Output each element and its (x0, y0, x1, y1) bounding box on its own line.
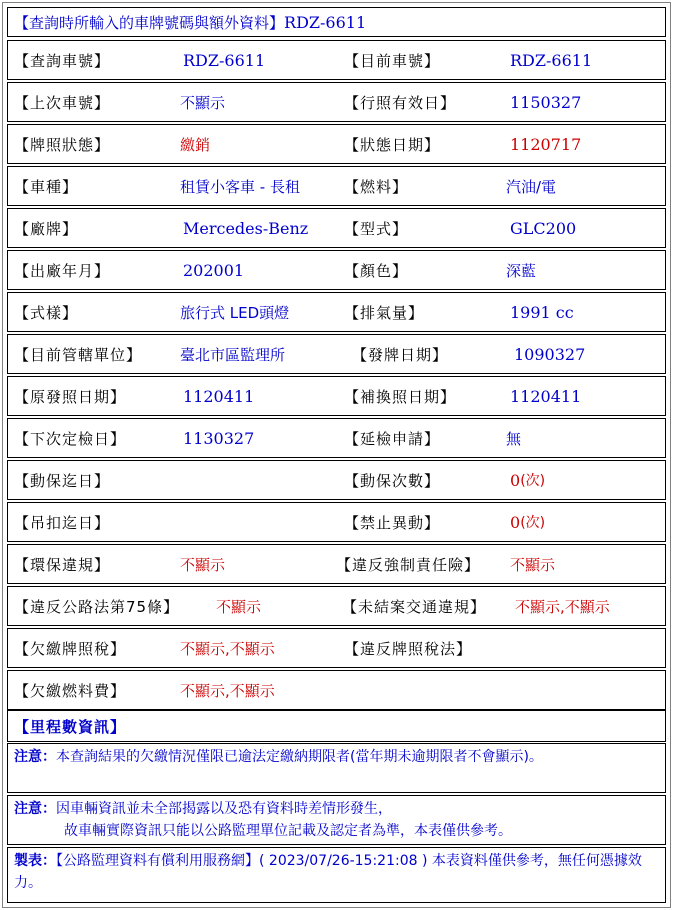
field-value (510, 503, 545, 541)
note-2-line1: 因車輛資訊並未全部揭露以及恐有資料時差情形發生， (56, 801, 392, 817)
note-row-2 (7, 795, 666, 845)
field-value: 不顯示,不顯示 (180, 681, 275, 700)
count-value: 0 (510, 512, 521, 532)
field-value: RDZ-6611 (183, 50, 266, 70)
field-label: 【式樣】 (14, 303, 79, 322)
field-label: 【發牌日期】 (352, 345, 449, 364)
field-label: 【車種】 (14, 177, 79, 196)
info-row (7, 40, 666, 80)
field-value: 不顯示 (510, 555, 556, 574)
note-row-3 (7, 847, 666, 903)
count-unit: (次) (520, 473, 546, 489)
info-row (7, 334, 666, 374)
info-row (7, 628, 666, 668)
field-value (510, 461, 545, 499)
field-label: 【目前車號】 (344, 51, 441, 70)
report-title-plate: RDZ-6611 (284, 12, 367, 32)
field-value: 不顯示 (216, 597, 262, 616)
field-label: 【未結案交通違規】 (342, 597, 487, 616)
note-3-text: 【公路監理資料有償利用服務網】( 2023/07/26-15:21:08 ) 本表資料僅供參考，無任何憑據效力。 (14, 853, 642, 891)
field-value: Mercedes-Benz (183, 218, 309, 238)
info-row (7, 670, 666, 710)
note-1-text: 本查詢結果的欠繳情況僅限已逾法定繳納期限者(當年期未逾期限者不會顯示)。 (56, 749, 543, 765)
field-value: 繳銷 (180, 135, 211, 154)
field-value: 租賃小客車 - 長租 (180, 177, 300, 196)
field-value: 1090327 (514, 344, 586, 364)
field-label: 【燃料】 (344, 177, 409, 196)
field-value: 深藍 (506, 261, 537, 280)
field-label: 【上次車號】 (14, 93, 111, 112)
field-label: 【環保違規】 (14, 555, 111, 574)
field-label: 【出廠年月】 (14, 261, 111, 280)
report-title-label: 【查詢時所輸入的車牌號碼與額外資料】 (14, 13, 285, 32)
count-value: 0 (510, 470, 521, 490)
note-3 (8, 848, 665, 896)
report-title (14, 8, 366, 36)
info-row (7, 124, 666, 164)
field-value: 汽油/電 (506, 177, 557, 196)
field-value: 1120411 (510, 386, 582, 406)
field-label: 【狀態日期】 (344, 135, 441, 154)
field-label: 【顏色】 (344, 261, 409, 280)
field-label: 【欠繳牌照稅】 (14, 639, 127, 658)
field-value: 臺北市區監理所 (180, 345, 286, 364)
note-1 (8, 744, 665, 770)
field-label: 【目前管轄單位】 (14, 345, 143, 364)
field-value: 1150327 (510, 92, 582, 112)
mileage-row (7, 710, 666, 742)
field-label: 【行照有效日】 (344, 93, 457, 112)
note-2-line2: 故車輛實際資訊只能以公路監理單位記載及認定者為準，本表僅供參考。 (64, 823, 512, 839)
field-label: 【欠繳燃料費】 (14, 681, 127, 700)
field-label: 【查詢車號】 (14, 51, 111, 70)
field-label: 【補換照日期】 (344, 387, 457, 406)
field-label: 【違反強制責任險】 (336, 555, 481, 574)
field-value: 1120411 (183, 386, 255, 406)
info-row (7, 544, 666, 584)
field-label: 【違反牌照稅法】 (344, 639, 473, 658)
info-row (7, 418, 666, 458)
field-value: 無 (506, 429, 522, 448)
field-label: 【動保次數】 (344, 471, 441, 490)
info-row (7, 376, 666, 416)
title-row (7, 7, 666, 37)
field-value: 不顯示 (180, 93, 226, 112)
field-value: 旅行式 LED頭燈 (180, 303, 290, 322)
field-value: 不顯示,不顯示 (180, 639, 275, 658)
field-label: 【吊扣迄日】 (14, 513, 111, 532)
field-value: 不顯示 (180, 555, 226, 574)
field-label: 【牌照狀態】 (14, 135, 111, 154)
note-2 (8, 796, 665, 844)
info-row (7, 460, 666, 500)
note-3-prefix: 製表： (14, 853, 56, 869)
info-row (7, 502, 666, 542)
mileage-title: 【里程數資訊】 (14, 717, 127, 736)
field-label: 【禁止異動】 (344, 513, 441, 532)
field-value: GLC200 (510, 218, 577, 238)
field-value: RDZ-6611 (510, 50, 593, 70)
field-value: 1120717 (510, 134, 582, 154)
info-row (7, 82, 666, 122)
field-label: 【型式】 (344, 219, 409, 238)
field-label: 【下次定檢日】 (14, 429, 127, 448)
field-value: 1991 cc (510, 302, 574, 322)
field-label: 【延檢申請】 (344, 429, 441, 448)
note-1-prefix: 注意： (14, 749, 56, 765)
note-row-1 (7, 743, 666, 793)
field-value: 不顯示,不顯示 (515, 597, 610, 616)
field-label: 【廠牌】 (14, 219, 79, 238)
note-2-prefix: 注意： (14, 801, 56, 817)
field-label: 【排氣量】 (344, 303, 425, 322)
field-label: 【動保迄日】 (14, 471, 111, 490)
info-row (7, 166, 666, 206)
info-row (7, 586, 666, 626)
info-row (7, 208, 666, 248)
report-frame (2, 2, 671, 908)
info-row (7, 250, 666, 290)
field-value: 202001 (183, 260, 245, 280)
field-label: 【違反公路法第75條】 (14, 597, 180, 616)
count-unit: (次) (520, 515, 546, 531)
info-row (7, 292, 666, 332)
field-value: 1130327 (183, 428, 255, 448)
field-label: 【原發照日期】 (14, 387, 127, 406)
